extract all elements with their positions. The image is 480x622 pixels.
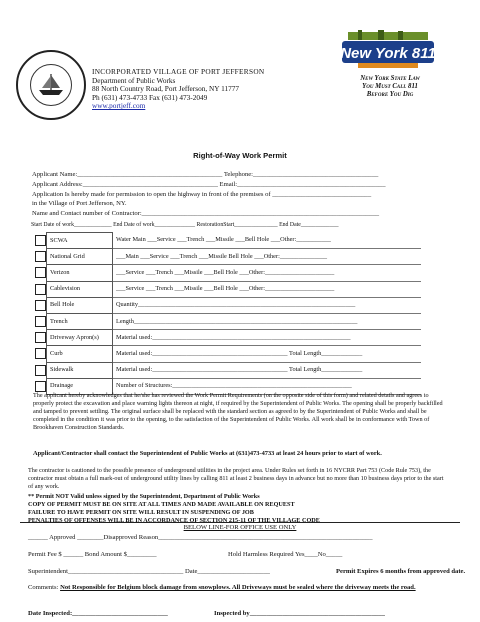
contact-notice: Applicant/Contractor shall contact the Superintendent of Public Works at (631)473-4733 at least 24 hours prior to start of work. (33, 450, 382, 457)
work-type-checkbox[interactable] (35, 284, 46, 295)
work-type-name: Drainage (47, 378, 113, 394)
work-type-checkbox[interactable] (35, 332, 46, 343)
date-inspected-line[interactable]: Date Inspected:_____________________________ (28, 610, 168, 617)
work-type-row (31, 313, 421, 329)
notice-line: PENALTIES OF OFFENSES WILL BE IN ACCORDANCE OF SECTION 215-11 OF THE VILLAGE CODE (28, 517, 320, 525)
work-type-checkbox[interactable] (35, 316, 46, 327)
contractor-line[interactable]: Name and Contact number of Contractor:________________________________________________________________________ (32, 210, 380, 217)
permit-fee-line[interactable]: Permit Fee $ ______ Bond Amount $_________ (28, 551, 157, 558)
application-line[interactable]: Application Is hereby made for permission to open the highway in front of the premises of ______________________________ (32, 191, 372, 198)
work-type-row (31, 233, 421, 249)
notice-line: ** Permit NOT Valid unless signed by the Superintendent, Department of Public Works (28, 493, 260, 500)
office-use-heading: BELOW LINE-FOR OFFICE USE ONLY (183, 524, 297, 531)
work-type-detail[interactable]: Length_______________________________________________________________________ (113, 313, 422, 329)
work-type-detail[interactable]: Water Main ___Service ___Trench ___Missile ___Bell Hole ___Other:___________ (113, 233, 422, 249)
work-type-detail[interactable]: ___Service ___Trench ___Missile ___Bell Hole ___Other:______________________ (113, 265, 422, 281)
work-type-detail[interactable]: Material used:___________________________________________ Total Length_____________ (113, 362, 422, 378)
work-type-name: SCWA (47, 233, 113, 249)
work-type-name: Verizon (47, 265, 113, 281)
ship-icon (36, 70, 66, 100)
notice-line: FAILURE TO HAVE PERMIT ON SITE WILL RESULT IN SUSPENDING OF JOB (28, 509, 254, 517)
work-type-detail[interactable]: Material used:___________________________________________ Total Length_____________ (113, 346, 422, 362)
notice-line: COPY OF PERMIT MUST BE ON SITE AT ALL TIMES AND MADE AVAILABLE ON REQUEST (28, 501, 295, 509)
department-name: Department of Public Works (92, 75, 176, 85)
work-type-name: Trench (47, 313, 113, 329)
work-dates-line[interactable]: Start Date of work_____________ End Date of work______________ RestorationStart_______________ End Date_____________ (31, 222, 339, 228)
work-type-name: Driveway Apron(s) (47, 330, 113, 346)
inspected-by-line[interactable]: Inspected by_________________________________________ (214, 610, 385, 617)
work-type-name: Cablevision (47, 281, 113, 297)
work-type-name: Curb (47, 346, 113, 362)
header-block (92, 68, 264, 111)
acknowledgement-text: The applicant hereby acknowledges that he/she has reviewed the Work Permit Requirements (on the opposite side of this form) and related details and agrees to properly protect the excavation and place warning lights thereon at night, if required by the Superintendent of Public Works. The opening shall be properly backfilled and tamped to prevent settling. The original surface shall be replaced with the standard section as agreed to by the Superintendent of Public Works and shall be completed in the condition it was prior to the opening, to the satisfaction of the Superintendent of Public Works. All work shall be in conformance with Town of Brookhaven Construction Standards. (33, 392, 443, 431)
work-type-detail[interactable]: Quantity_____________________________________________________________________ (113, 297, 422, 313)
applicant-address-line[interactable]: Applicant Address:_________________________________________ Email:_____________________________________________ (32, 181, 386, 188)
permit-expiry: Permit Expires 6 months from approved date. (336, 568, 466, 575)
comments: Comments: Not Responsible for Belgium block damage from snowplows. All Driveways must be sealed where the driveway meets the road. (28, 584, 416, 591)
work-type-checkbox[interactable] (35, 365, 46, 376)
work-type-row (31, 281, 421, 297)
work-type-checkbox[interactable] (35, 251, 46, 262)
ny811-logo (338, 30, 438, 70)
work-type-row (31, 265, 421, 281)
applicant-name-line[interactable]: Applicant Name:____________________________________________ Telephone:______________________________________ (32, 171, 379, 178)
approval-line[interactable]: ______ Approved ________Disapproved Reason_________________________________________________________________ (28, 534, 373, 541)
org-name: INCORPORATED VILLAGE OF PORT JEFFERSON (92, 67, 265, 76)
svg-text:New York 811: New York 811 (340, 45, 436, 62)
work-type-row (31, 346, 421, 362)
work-type-checkbox[interactable] (35, 381, 46, 392)
work-type-detail[interactable]: ___Service ___Trench ___Missile ___Bell Hole ___Other:______________________ (113, 281, 422, 297)
work-type-row (31, 249, 421, 265)
utility-caution: The contractor is cautioned to the possible presence of underground utilities in the project area. Under Rules set forth in 16 NYCRR Part 753 (Code Rule 753), the contractor must obtain a full mark-out of underground utility lines by calling 811 at least 2 business days in advance but no more than 10 business days prior to the start of any work. (28, 467, 444, 490)
application-location: in the Village of Port Jefferson, NY. (32, 200, 127, 207)
website-link[interactable]: www.portjeff.com (92, 101, 146, 111)
work-type-table (31, 232, 421, 395)
work-type-row (31, 297, 421, 313)
work-type-checkbox[interactable] (35, 235, 46, 246)
work-type-checkbox[interactable] (35, 267, 46, 278)
permit-notices (28, 493, 458, 525)
village-seal (16, 50, 86, 120)
form-title: Right-of-Way Work Permit (193, 151, 287, 160)
work-type-row (31, 362, 421, 378)
work-type-detail[interactable]: ___Main ___Service ___Trench ___Missile Bell Hole ___Other:_______________ (113, 249, 422, 265)
org-address: 88 North Country Road, Port Jefferson, NY 11777 (92, 84, 240, 94)
work-type-name: Bell Hole (47, 297, 113, 313)
work-type-row (31, 330, 421, 346)
superintendent-line[interactable]: Superintendent___________________________________ Date______________________ (28, 568, 270, 575)
work-type-name: National Grid (47, 249, 113, 265)
work-type-checkbox[interactable] (35, 300, 46, 311)
work-type-checkbox[interactable] (35, 348, 46, 359)
hold-harmless-line[interactable]: Hold Harmless Required Yes____No_____ (228, 551, 343, 558)
work-type-detail[interactable]: Material used:_______________________________________________________________ (113, 330, 422, 346)
work-type-detail[interactable]: Number of Structures:_________________________________________________________ (113, 378, 422, 394)
work-type-name: Sidewalk (47, 362, 113, 378)
org-phone: Ph (631) 473-4733 Fax (631) 473-2049 (92, 92, 208, 102)
office-divider (20, 522, 460, 523)
call-811-notice: New York State Law You Must Call 811 Before You Dig (360, 75, 420, 99)
